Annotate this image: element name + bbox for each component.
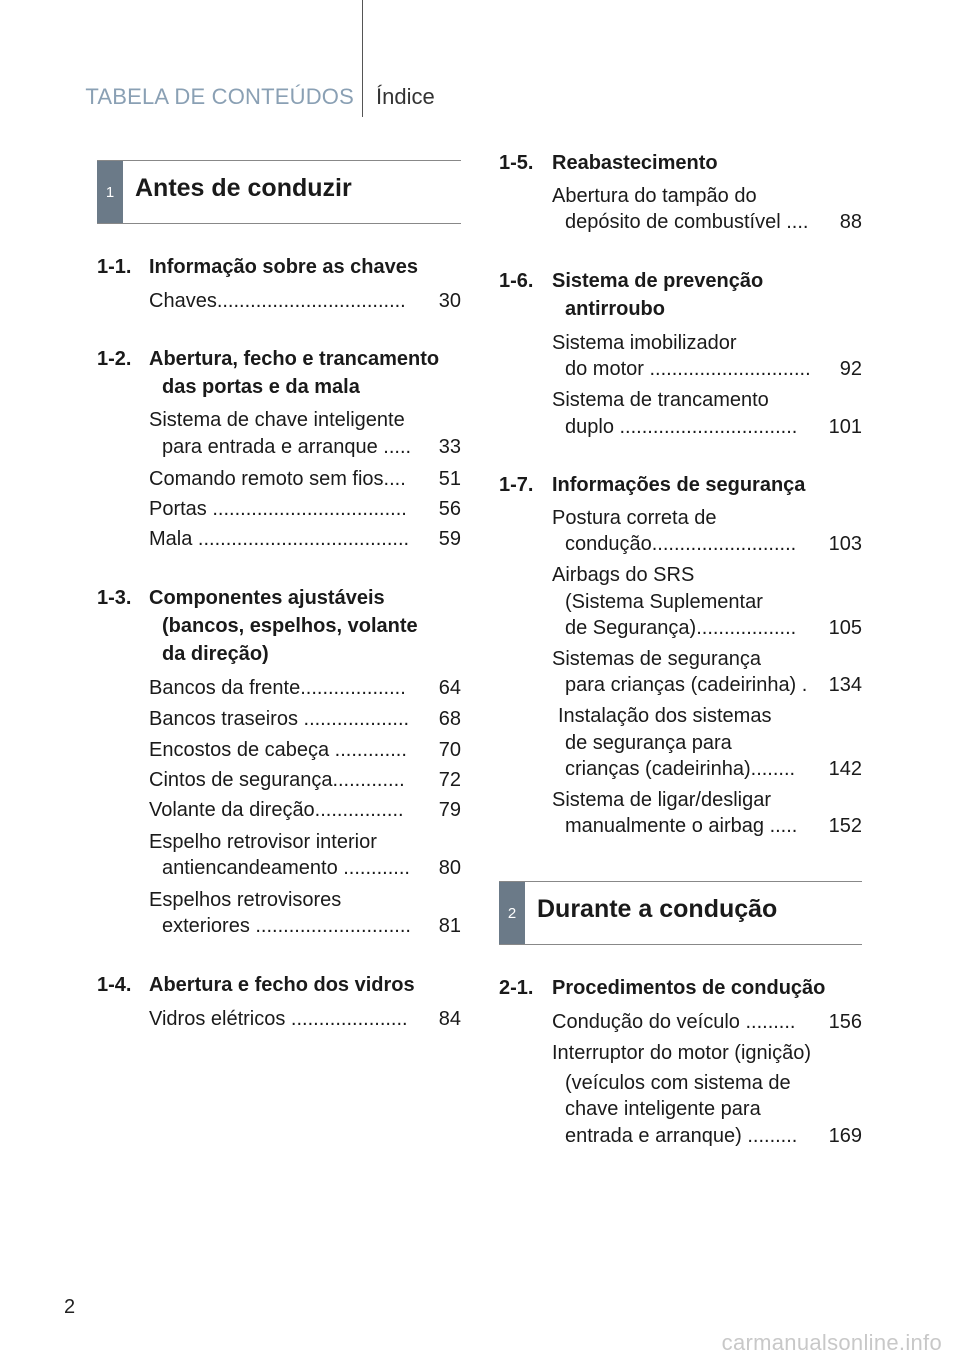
subsection-title[interactable]: Sistema de prevenção (552, 270, 764, 292)
toc-entry[interactable]: Sistema de ligar/desligar (552, 789, 771, 811)
watermark: carmanualsonline.info (721, 1330, 942, 1355)
toc-page-number: 80 (438, 857, 461, 879)
index-link[interactable]: Índice (376, 84, 435, 109)
toc-entry-cont[interactable]: entrada e arranque) ......... (565, 1125, 798, 1147)
toc-entry[interactable]: Chaves.................................. (149, 290, 406, 312)
toc-entry[interactable]: Espelhos retrovisores (149, 889, 342, 911)
subsection-title[interactable]: Abertura, fecho e trancamento (149, 348, 440, 370)
subsection-title[interactable]: Informações de segurança (552, 474, 806, 496)
toc-entry-cont[interactable]: para crianças (cadeirinha) . (565, 674, 808, 696)
toc-entry[interactable]: Sistema de chave inteligente (149, 409, 405, 431)
toc-page-number: 30 (438, 290, 461, 312)
section-1-header[interactable] (97, 160, 461, 224)
section-2-header[interactable] (499, 881, 862, 945)
toc-page-number: 70 (438, 739, 461, 761)
subsection-number: 1-6. (499, 270, 534, 292)
toc-entry[interactable]: Condução do veículo ......... (552, 1011, 796, 1033)
toc-entry-cont[interactable]: (veículos com sistema de (565, 1072, 791, 1094)
subsection-number: 1-3. (97, 587, 132, 609)
section-title: Durante a condução (537, 895, 778, 923)
toc-entry[interactable]: Abertura do tampão do (552, 185, 757, 207)
subsection-title-cont: (bancos, espelhos, volante (162, 615, 418, 637)
toc-page-number: 152 (828, 815, 862, 837)
toc-page-number: 59 (438, 528, 461, 550)
subsection-number: 1-4. (97, 974, 132, 996)
subsection-title-cont: da direção) (162, 643, 269, 665)
toc-entry[interactable]: Bancos traseiros ................... (149, 708, 410, 730)
subsection-title-cont: das portas e da mala (162, 376, 360, 398)
toc-entry[interactable]: Postura correta de (552, 507, 717, 529)
toc-entry[interactable]: Instalação dos sistemas (558, 705, 772, 727)
page-header (0, 0, 960, 120)
toc-link[interactable]: TABELA DE CONTEÚDOS (85, 84, 354, 109)
toc-entry[interactable]: Interruptor do motor (ignição) (552, 1042, 812, 1064)
toc-page-number: 92 (839, 358, 862, 380)
toc-entry-cont[interactable]: de Segurança).................. (565, 617, 797, 639)
toc-page-number: 142 (828, 758, 862, 780)
subsection-number: 2-1. (499, 977, 534, 999)
toc-entry-cont[interactable]: exteriores ............................ (162, 915, 411, 937)
header-divider (362, 0, 363, 117)
toc-entry[interactable]: Espelho retrovisor interior (149, 831, 377, 853)
toc-entry-cont[interactable]: depósito de combustível .... (565, 211, 809, 233)
toc-entry[interactable]: Portas ................................... (149, 498, 407, 520)
subsection-title[interactable]: Procedimentos de condução (552, 977, 826, 999)
toc-entry-cont[interactable]: condução.......................... (565, 533, 797, 555)
toc-entry-cont[interactable]: do motor ............................. (565, 358, 811, 380)
toc-entry-cont[interactable]: (Sistema Suplementar (565, 591, 763, 613)
toc-page-number: 64 (438, 677, 461, 699)
toc-page-number: 101 (828, 416, 862, 438)
subsection-title[interactable]: Reabastecimento (552, 152, 718, 174)
toc-entry[interactable]: Comando remoto sem fios.... (149, 468, 406, 490)
toc-page-number: 33 (438, 436, 461, 458)
subsection-title[interactable]: Componentes ajustáveis (149, 587, 385, 609)
toc-page-number: 81 (438, 915, 461, 937)
toc-page-number: 56 (438, 498, 461, 520)
toc-page-number: 84 (438, 1008, 461, 1030)
toc-entry-cont[interactable]: manualmente o airbag ..... (565, 815, 798, 837)
toc-page-number: 88 (839, 211, 862, 233)
toc-entry-cont[interactable]: duplo ................................ (565, 416, 798, 438)
subsection-number: 1-2. (97, 348, 132, 370)
toc-entry-cont[interactable]: de segurança para (565, 732, 732, 754)
toc-entry[interactable]: Mala ...................................... (149, 528, 410, 550)
toc-page-number: 169 (828, 1125, 862, 1147)
toc-page-number: 51 (438, 468, 461, 490)
subsection-title[interactable]: Informação sobre as chaves (149, 256, 419, 278)
toc-entry-cont[interactable]: para entrada e arranque ..... (162, 436, 412, 458)
toc-page-number: 134 (828, 674, 862, 696)
page-number: 2 (64, 1296, 76, 1318)
toc-entry-cont[interactable]: crianças (cadeirinha)........ (565, 758, 796, 780)
toc-page-number: 105 (828, 617, 862, 639)
toc-page-number: 72 (438, 769, 461, 791)
subsection-title[interactable]: Abertura e fecho dos vidros (149, 974, 415, 996)
toc-entry[interactable]: Sistema imobilizador (552, 332, 737, 354)
toc-entry[interactable]: Sistema de trancamento (552, 389, 769, 411)
toc-entry[interactable]: Airbags do SRS (552, 564, 695, 586)
toc-page-number: 79 (438, 799, 461, 821)
toc-entry[interactable]: Encostos de cabeça ............. (149, 739, 407, 761)
toc-entry[interactable]: Vidros elétricos ..................... (149, 1008, 408, 1030)
toc-entry[interactable]: Bancos da frente................... (149, 677, 406, 699)
section-title: Antes de conduzir (135, 174, 352, 202)
toc-entry-cont[interactable]: chave inteligente para (565, 1098, 761, 1120)
toc-page-number: 156 (828, 1011, 862, 1033)
toc-page-number: 103 (828, 533, 862, 555)
toc-page-number: 68 (438, 708, 461, 730)
section-number: 2 (499, 882, 525, 944)
subsection-number: 1-7. (499, 474, 534, 496)
section-number: 1 (97, 161, 123, 223)
subsection-number: 1-5. (499, 152, 534, 174)
toc-entry[interactable]: Volante da direção................ (149, 799, 404, 821)
toc-entry[interactable]: Cintos de segurança............. (149, 769, 405, 791)
subsection-number: 1-1. (97, 256, 132, 278)
toc-entry-cont[interactable]: antiencandeamento ............ (162, 857, 410, 879)
toc-entry[interactable]: Sistemas de segurança (552, 648, 762, 670)
subsection-title-cont: antirroubo (565, 298, 665, 320)
